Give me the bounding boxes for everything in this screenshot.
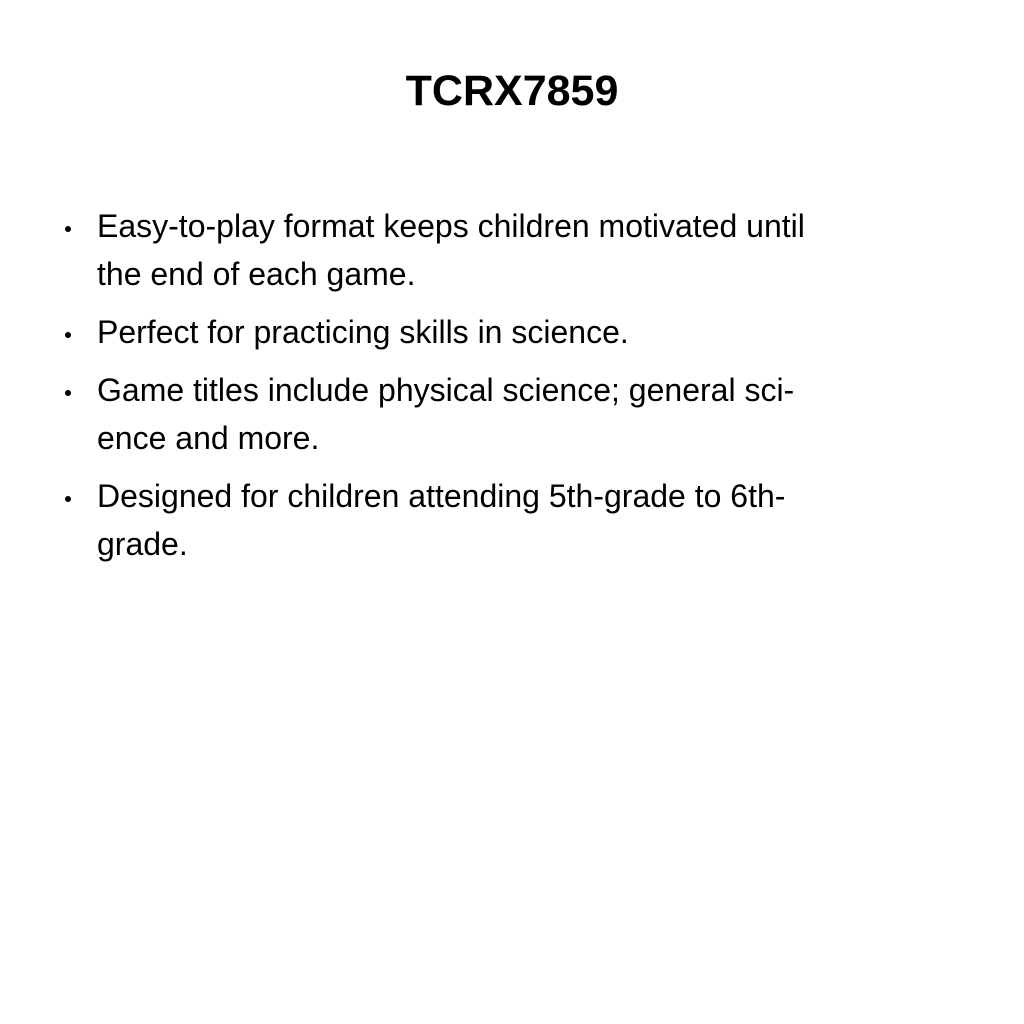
list-item-text: ence and more. (97, 420, 320, 456)
list-item-text: Designed for children attending 5th-grade to 6th- (97, 478, 786, 514)
list-item (0, 472, 927, 568)
list-item (0, 308, 927, 356)
bullet-icon (65, 496, 71, 502)
bullet-icon (65, 226, 71, 232)
list-item (0, 202, 927, 298)
list-item (0, 366, 927, 462)
list-item-text: the end of each game. (97, 256, 416, 292)
list-item-text: grade. (97, 526, 188, 562)
bullet-icon (65, 390, 71, 396)
list-item-text: Perfect for practicing skills in science. (97, 314, 629, 350)
list-item-text: Easy-to-play format keeps children motivated until (97, 208, 805, 244)
feature-list (0, 202, 1024, 578)
page-title: TCRX7859 (405, 67, 619, 115)
bullet-icon (65, 332, 71, 338)
list-item-text: Game titles include physical science; general sci- (97, 372, 795, 408)
